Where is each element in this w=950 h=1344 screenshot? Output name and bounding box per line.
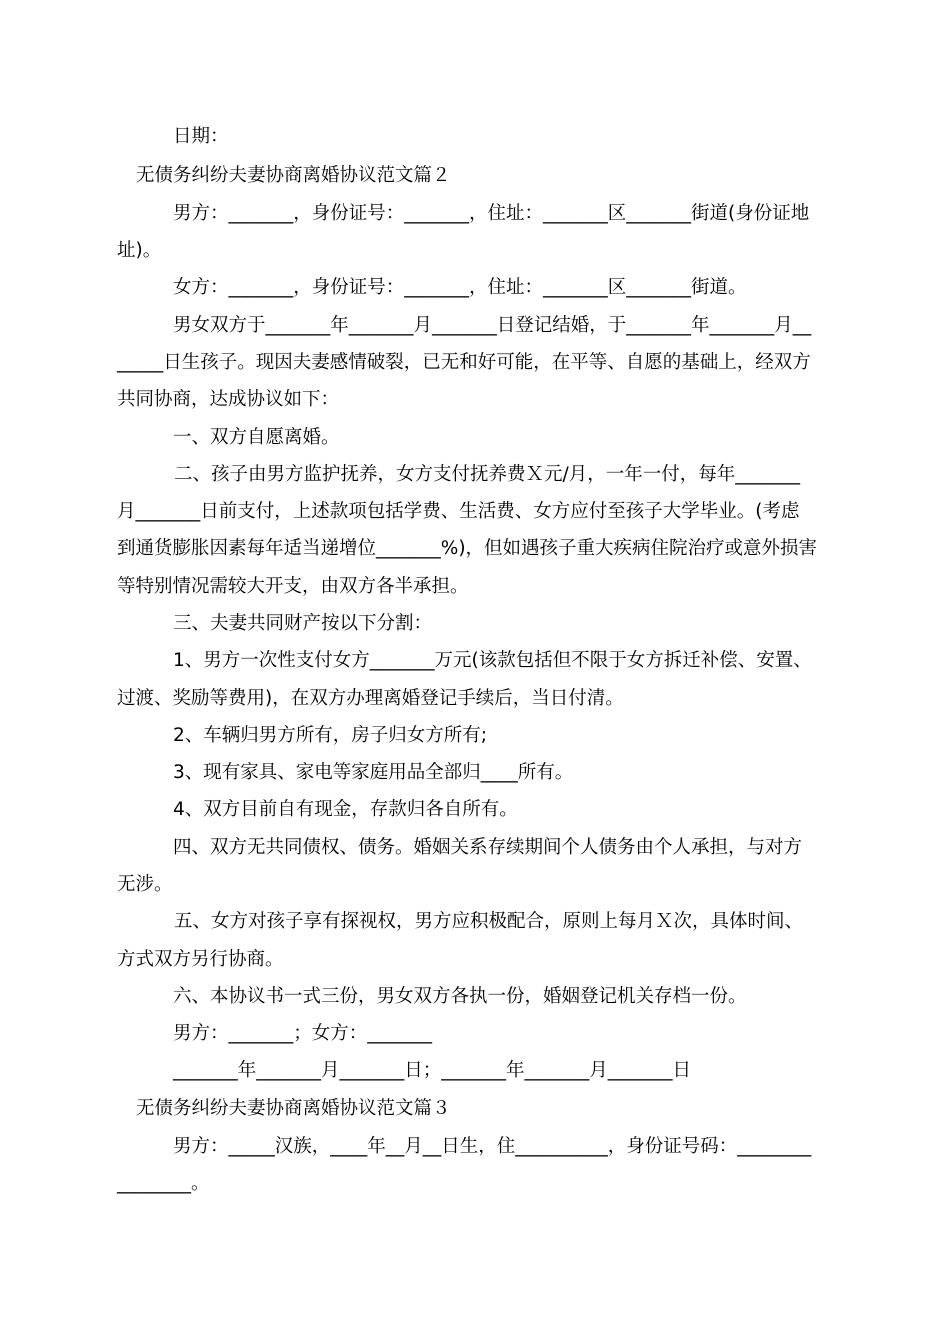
clause-item: 3、现有家具、家电等家庭用品全部归____所有。 [173,762,574,783]
signature-line: 男方：_______；女方：_______ [173,1023,433,1044]
paragraph-line: 方式双方另行协商。 [117,949,284,970]
clause-line: 五、女方对孩子享有探视权，男方应积极配合，原则上每月Ｘ次，具体时间、 [174,911,804,932]
paragraph-line: 男方：_____汉族，____年__月__日生，住__________，身份证号码：________ [173,1136,812,1157]
paragraph-line: 女方：_______，身份证号：_______，住址：_______区_______街道。 [173,277,747,298]
date-line: 日期： [173,126,229,147]
paragraph-line: 月_______日前支付，上述款项包括学费、生活费、女方应付至孩子大学毕业。(考虑 [117,501,800,522]
paragraph-line: 共同协商，达成协议如下： [117,389,340,410]
clause-item: 4、双方目前自有现金，存款归各自所有。 [173,799,518,820]
clause-item: 2、车辆归男方所有，房子归女方所有; [173,725,488,746]
paragraph-line: 过渡、奖励等费用)，在双方办理离婚登记手续后，当日付清。 [117,688,624,709]
clause-line: 一、双方自愿离婚。 [173,427,340,448]
paragraph-line: 到通货膨胀因素每年适当递增位_______%)，但如遇孩子重大疾病住院治疗或意外损害 [117,538,818,559]
section-heading: 无债务纠纷夫妻协商离婚协议范文篇３ [136,1098,451,1119]
paragraph-line: 男方：_______，身份证号：_______，住址：_______区_______街道(身份证地 [173,203,810,224]
paragraph-line: _____日生孩子。现因夫妻感情破裂，已无和好可能，在平等、自愿的基础上，经双方 [117,352,811,373]
paragraph-line: 址)。 [117,240,162,261]
clause-line: 二、孩子由男方监护抚养，女方支付抚养费Ｘ元/月，一年一付，每年_______ [174,464,800,485]
clause-item: 1、男方一次性支付女方_______万元(该款包括但不限于女方拆迁补偿、安置、 [173,650,812,671]
clause-line: 六、本协议书一式三份，男女双方各执一份，婚姻登记机关存档一份。 [173,986,747,1007]
paragraph-line: 男女双方于_______年_______月_______日登记结婚，于_______年_______月__ [173,315,812,336]
clause-line: 四、双方无共同债权、债务。婚姻关系存续期间个人债务由个人承担，与对方 [173,837,803,858]
paragraph-line: ________。 [117,1173,210,1194]
clause-line: 三、夫妻共同财产按以下分割： [173,613,433,634]
paragraph-line: 等特别情况需较大开支，由双方各半承担。 [117,576,469,597]
section-heading: 无债务纠纷夫妻协商离婚协议范文篇２ [136,165,451,186]
signature-date-line: _______年_______月_______日；_______年_______月_______日 [173,1060,692,1081]
paragraph-line: 无涉。 [117,874,173,895]
